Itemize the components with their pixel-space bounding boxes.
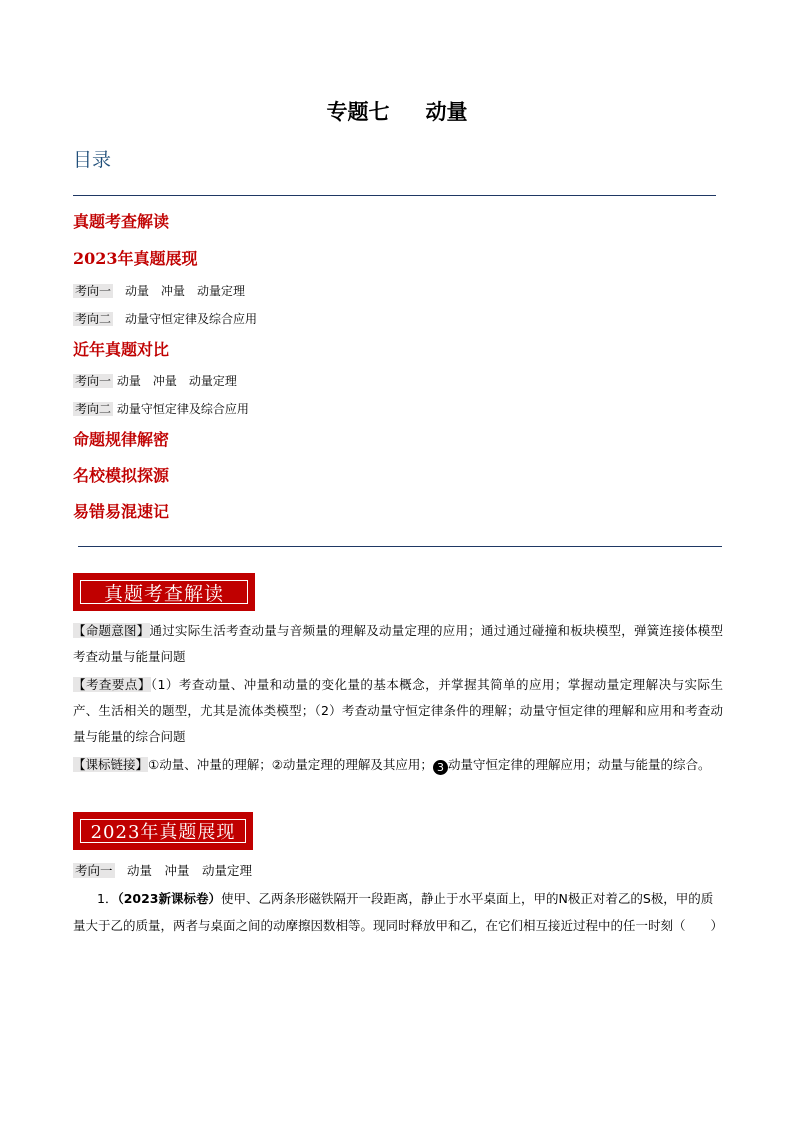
toc-subitem-2023-q1[interactable]: 考向一 动量 冲量 动量定理 (75, 284, 246, 298)
toc-item-2023-questions[interactable]: 2023年真题展现 (73, 249, 198, 268)
banner-label: 真题考查解读 (103, 582, 224, 605)
toc-heading: 目录 (73, 149, 112, 171)
toc-item-exam-analysis[interactable]: 真题考查解读 (73, 212, 170, 231)
toc-item-mistakes[interactable]: 易错易混速记 (73, 502, 170, 521)
page-title (0, 96, 794, 126)
toc-item-rules[interactable]: 命题规律解密 (73, 430, 170, 449)
question-1 (73, 885, 723, 939)
curriculum-links-paragraph: 【课标链接】①动量、冲量的理解；②动量定理的理解及其应用； 3 动量守恒定律的理解应用；动量与能量的综合。 (73, 757, 711, 774)
question-number: 1． (97, 891, 118, 906)
banner-label: 2023年真题展现 (90, 822, 236, 843)
section-banner-exam-analysis (73, 573, 255, 611)
curriculum-links-label: 【课标链接】 (73, 757, 149, 772)
question-source: （2023新课标卷） (117, 891, 221, 906)
key-points-label: 【考查要点】 (73, 677, 151, 692)
toc-subitem-recent-q1[interactable]: 考向一 动量 冲量 动量定理 (75, 374, 237, 388)
toc-subitem-2023-q2[interactable]: 考向二 动量守恒定律及综合应用 (75, 312, 258, 326)
toc-item-school-mock[interactable]: 名校模拟探源 (73, 466, 170, 485)
intent-paragraph: 【命题意图】通过实际生活考查动量与音频量的理解及动量定理的应用；通过通过碰撞和板块模型，弹簧连接体模型考查动量与能量问题 (73, 623, 723, 664)
toc-bottom-divider (78, 546, 722, 547)
section-banner-2023-questions (73, 812, 253, 850)
title-part-2: 动量 (425, 100, 468, 124)
toc-item-recent-comparison[interactable]: 近年真题对比 (73, 340, 170, 359)
question-section-heading: 考向一 动量 冲量 动量定理 (75, 863, 253, 878)
circled-number-3: 3 (433, 760, 448, 775)
key-points-paragraph: 【考查要点】（1）考查动量、冲量和动量的变化量的基本概念，并掌握其简单的应用；掌握动量定理解决与实际生产、生活相关的题型，尤其是流体类模型；（2）考查动量守恒定律条件的理解；动量守恒定律的理解和应用和考查动量与能量的综合问题 (73, 677, 723, 744)
question-text: 使甲、乙两条形磁铁隔开一段距离，静止于水平桌面上，甲的N极正对着乙的S极，甲的质量大于乙的质量，两者与桌面之间的动摩擦因数相等。现同时释放甲和乙，在它们相互接近过程中的任一时刻（ ） (73, 891, 724, 933)
toc-top-divider (73, 195, 716, 196)
toc-subitem-recent-q2[interactable]: 考向二 动量守恒定律及综合应用 (75, 402, 249, 416)
intent-label: 【命题意图】 (73, 623, 150, 638)
title-part-1: 专题七 (326, 100, 390, 124)
